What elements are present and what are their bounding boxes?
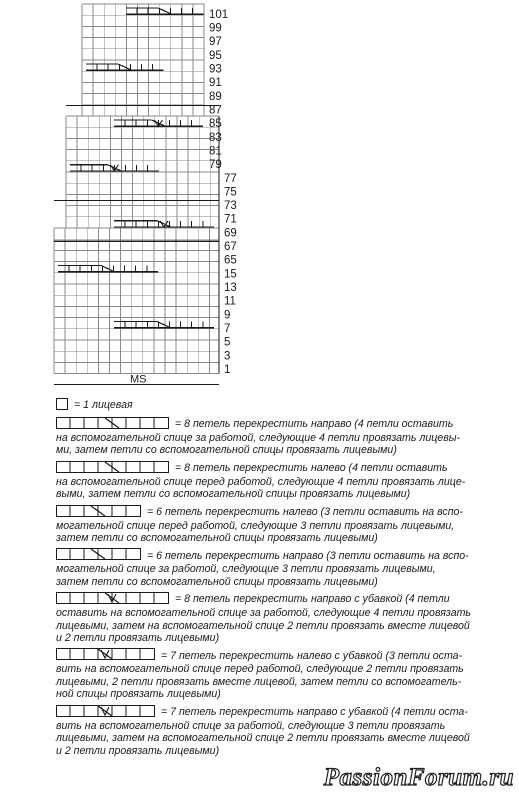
row-label: 101 [209,8,229,21]
knit-square-symbol [56,397,69,415]
row-label: 65 [224,254,237,267]
row-label: 5 [224,336,231,349]
row-label: 85 [209,118,222,131]
cable-7-left-dec-symbol-svg [56,648,156,660]
chart-bottom-label: MS [130,373,147,386]
legend-text: = 8 петель перекрестить направо с убавкой (4 петли [175,593,450,606]
legend-text-cont: лицевыми, 2 петли провязать вместе лицевой, затем петли со вспомогатель- [56,675,462,688]
row-label: 87 [209,104,222,117]
row-label: 99 [209,22,222,35]
legend-text-cont: оставить на вспомогательной спице за работой, следующие 4 петли провязать [56,607,471,620]
legend-text-cont: и 2 петли провязать лицевыми) [56,744,220,757]
legend-text: = 7 петель перекрестить налево с убавкой (3 петли оста- [161,649,463,662]
row-label: 13 [224,282,237,295]
row-label: 69 [224,227,237,240]
legend-text: = 8 петель перекрестить налево (4 петли оставить [175,462,448,475]
legend-text-cont: могательной спице перед работой, следующие 3 петли провязать лицевыми, [56,519,455,532]
legend-item-knit [56,398,514,414]
legend-text-cont: вить на вспомогательной спице перед работой, следующие 2 петли провязать [56,663,464,676]
row-label: 71 [224,213,237,226]
cable-7-right-dec-symbol-svg [56,705,156,717]
row-label: 11 [224,295,236,308]
cable-6-left-symbol [56,504,142,522]
watermark-logo: PassionForum.ru [323,764,514,791]
legend-text-cont: могательной спице за работой, следующие 3 петли провязать лицевыми, [56,563,436,576]
legend-text-cont: лицевыми, затем на вспомогательной спице 2 петли провязать вместе лицевой [56,732,470,745]
row-label: 93 [209,63,222,76]
legend-item-cable-8-right-dec [56,592,514,645]
legend-item-cable-7-left-dec [56,648,514,701]
row-label: 91 [209,77,222,90]
cable-8-right-dec-symbol-svg [56,592,170,604]
legend-text-cont: затем петли со вспомогательной спицы провязать лицевыми) [56,575,378,588]
legend-text: = 6 петель перекрестить направо (3 петли оставить на вспо- [147,549,469,562]
row-label: 97 [209,36,222,49]
legend-text-cont: ми, затем петли со вспомогательной спицы провязать лицевыми) [56,444,397,457]
cable-6-left-symbol-svg [56,505,142,517]
row-label: 77 [224,172,237,185]
chart-cable-symbol [114,322,214,328]
cable-6-right-symbol-svg [56,548,142,560]
row-label: 67 [224,241,237,254]
row-label: 81 [209,145,222,158]
row-label: 83 [209,131,222,144]
legend-text-cont: выми, затем петли со вспомогательной спицы провязать лицевыми) [56,488,411,501]
legend-item-cable-6-left [56,505,514,546]
row-label: 79 [209,159,222,172]
row-label: 95 [209,49,222,62]
legend-text-cont: затем петли со вспомогательной спицы провязать лицевыми) [56,532,378,545]
legend-item-cable-7-right-dec [56,705,514,758]
legend [56,398,514,761]
legend-text-cont: вить на вспомогательной спице за работой, следующие 3 петли провязать [56,719,446,732]
legend-item-cable-6-right [56,548,514,589]
row-label: 9 [224,309,231,322]
chart-cable-symbol [114,120,203,126]
legend-text: = 6 петель перекрестить налево (3 петли оставить на вспо- [147,505,463,518]
cable-7-right-dec-symbol [56,704,156,722]
cable-8-left-symbol-svg [56,461,170,473]
row-label: 1 [224,364,231,377]
legend-text-cont: ной спицы провязать лицевыми) [56,688,221,701]
row-label: 89 [209,90,222,103]
cable-8-right-symbol-svg [56,417,170,429]
row-label: 75 [224,186,237,199]
legend-text-cont: и 2 петли провязать лицевыми) [56,632,220,645]
chart-cable-symbol [86,64,164,70]
chart-cable-symbol [70,165,159,171]
legend-text: = 7 петель перекрестить направо с убавкой (4 петли оста- [161,705,468,718]
row-label: 15 [224,268,237,281]
legend-text: = 8 петель перекрестить направо (4 петли оставить [175,418,454,431]
knit-square-symbol-svg [56,398,69,410]
row-label: 3 [224,350,231,363]
row-label: 7 [224,323,231,336]
row-label: 73 [224,200,237,213]
legend-text-cont: на вспомогательной спице перед работой, следующие 4 петли провязать лице- [56,475,466,488]
legend-text: = 1 лицевая [74,399,133,412]
legend-text-cont: на вспомогательной спице за работой, следующие 4 петли провязать лицевы- [56,432,461,444]
legend-item-cable-8-right [56,417,514,458]
legend-item-cable-8-left [56,461,514,502]
legend-text-cont: лицевыми, затем на вспомогательной спице 2 петли провязать вместе лицевой [56,619,470,632]
